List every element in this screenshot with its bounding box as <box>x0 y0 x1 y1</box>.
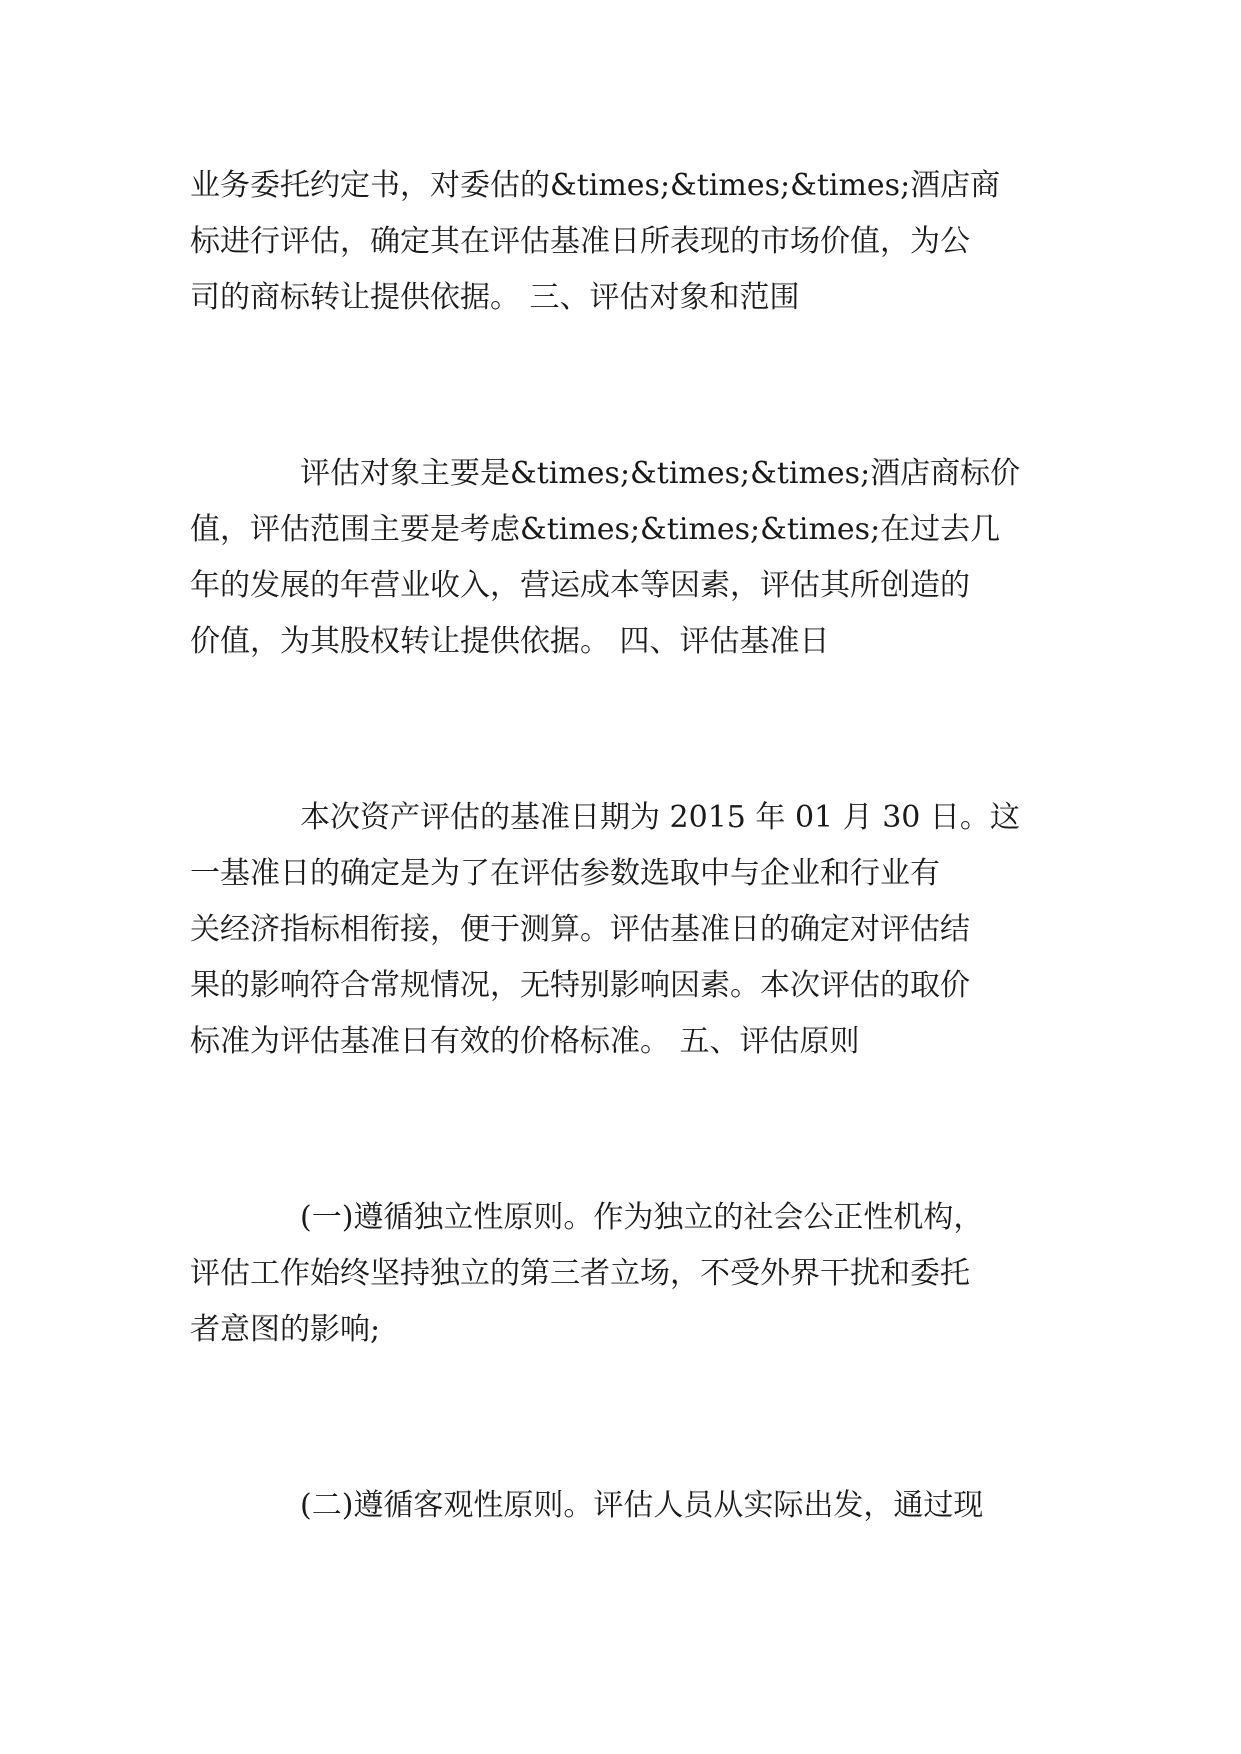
paragraph-1-line-3: 司的商标转让提供依据。 三、评估对象和范围 <box>190 280 800 315</box>
paragraph-1-line-2: 标进行评估，确定其在评估基准日所表现的市场价值，为公 <box>190 224 970 259</box>
paragraph-2-line-4: 价值，为其股权转让提供依据。 四、评估基准日 <box>190 624 830 659</box>
paragraph-2-line-1: 评估对象主要是&times;&times;&times;酒店商标价 <box>300 456 1021 491</box>
paragraph-3-line-4: 果的影响符合常规情况，无特别影响因素。本次评估的取价 <box>190 968 970 1003</box>
paragraph-4-line-3: 者意图的影响; <box>190 1312 381 1347</box>
paragraph-2-line-2: 值，评估范围主要是考虑&times;&times;&times;在过去几 <box>190 512 1001 547</box>
paragraph-3-line-2: 一基准日的确定是为了在评估参数选取中与企业和行业有 <box>190 856 940 891</box>
paragraph-4-line-2: 评估工作始终坚持独立的第三者立场，不受外界干扰和委托 <box>190 1256 970 1291</box>
paragraph-5-line-1: (二)遵循客观性原则。评估人员从实际出发，通过现 <box>300 1488 984 1523</box>
paragraph-3-line-5: 标准为评估基准日有效的价格标准。 五、评估原则 <box>190 1024 860 1059</box>
paragraph-3-line-1: 本次资产评估的基准日期为 2015 年 01 月 30 日。这 <box>300 800 1020 835</box>
paragraph-4-line-1: (一)遵循独立性原则。作为独立的社会公正性机构， <box>300 1200 984 1235</box>
paragraph-1-line-1: 业务委托约定书，对委估的&times;&times;&times;酒店商 <box>190 168 1001 203</box>
paragraph-3-line-3: 关经济指标相衔接，便于测算。评估基准日的确定对评估结 <box>190 912 970 947</box>
paragraph-2-line-3: 年的发展的年营业收入，营运成本等因素，评估其所创造的 <box>190 568 970 603</box>
